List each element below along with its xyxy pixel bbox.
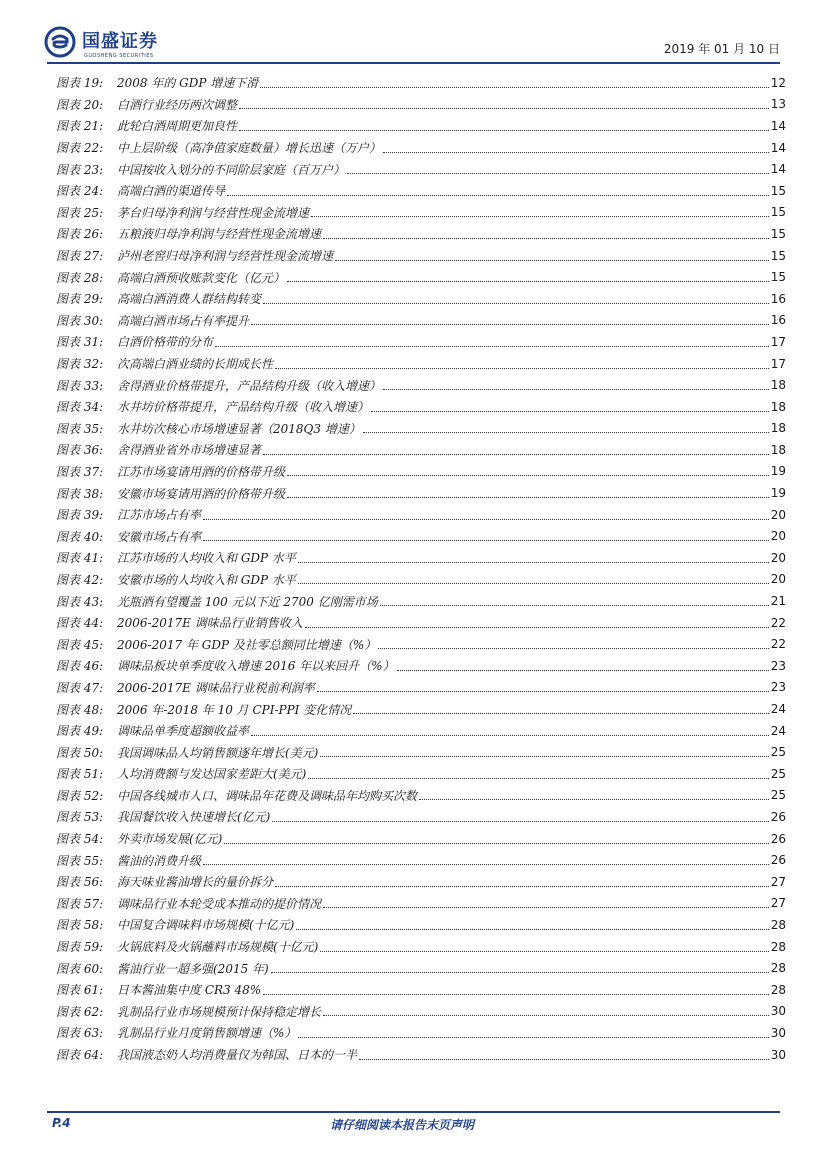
company-subtitle: GUOSHENG SECURITIES xyxy=(84,53,154,59)
toc-dot-leader xyxy=(359,1058,769,1060)
toc-figure-label: 图表 46: xyxy=(56,659,104,674)
toc-page-number[interactable]: 18 xyxy=(770,421,786,436)
toc-figure-title[interactable]: 舍得酒业价格带提升，产品结构升级（收入增速） xyxy=(117,378,382,393)
toc-entry[interactable] xyxy=(56,115,786,137)
toc-page-number[interactable]: 26 xyxy=(770,809,786,824)
toc-entry[interactable] xyxy=(56,1001,786,1023)
toc-page-number[interactable]: 27 xyxy=(770,896,786,911)
toc-dot-leader xyxy=(263,993,769,995)
toc-figure-title[interactable]: 中国各线城市人口、调味品年花费及调味品年均购买次数 xyxy=(117,788,418,803)
toc-dot-leader xyxy=(323,906,769,908)
disclaimer-note: 请仔细阅读本报告末页声明 xyxy=(330,1118,475,1132)
toc-figure-title[interactable]: 火锅底料及火锅蘸料市场规模(十亿元) xyxy=(117,940,319,955)
toc-dot-leader xyxy=(380,604,769,606)
toc-figure-label: 图表 33: xyxy=(56,378,104,393)
toc-figure-label: 图表 50: xyxy=(56,745,104,760)
toc-page-number[interactable]: 15 xyxy=(770,270,786,285)
toc-dot-leader xyxy=(323,1014,769,1016)
header-divider xyxy=(47,62,780,64)
toc-dot-leader xyxy=(215,345,769,347)
toc-page-number[interactable]: 15 xyxy=(770,226,786,241)
toc-figure-label: 图表 43: xyxy=(56,594,104,609)
toc-dot-leader xyxy=(263,302,769,304)
toc-dot-leader xyxy=(320,950,768,952)
toc-figure-title[interactable]: 茅台归母净利润与经营性现金流增速 xyxy=(117,205,310,220)
toc-figure-title[interactable]: 2006-2017E 调味品行业销售收入 xyxy=(117,616,303,631)
toc-entry[interactable] xyxy=(56,158,786,180)
toc-dot-leader xyxy=(224,842,768,844)
toc-figure-label: 图表 35: xyxy=(56,421,104,436)
toc-figure-label: 图表 63: xyxy=(56,1026,104,1041)
toc-page-number[interactable]: 17 xyxy=(770,334,786,349)
toc-figure-label: 图表 23: xyxy=(56,162,104,177)
toc-figure-label: 图表 26: xyxy=(56,227,104,242)
toc-entry[interactable] xyxy=(56,979,786,1001)
toc-page-number[interactable]: 20 xyxy=(770,572,786,587)
toc-figure-title[interactable]: 海天味业酱油增长的量价拆分 xyxy=(117,875,274,890)
toc-page-number[interactable]: 23 xyxy=(770,658,786,673)
toc-figure-title[interactable]: 高端白酒的渠道传导 xyxy=(117,184,226,199)
toc-entry[interactable] xyxy=(56,223,786,245)
toc-figure-title[interactable]: 日本酱油集中度 CR3 48% xyxy=(117,983,262,998)
toc-figure-label: 图表 22: xyxy=(56,141,104,156)
toc-figure-label: 图表 52: xyxy=(56,788,104,803)
page-number: P.4 xyxy=(52,1116,71,1130)
toc-page-number[interactable]: 14 xyxy=(770,118,786,133)
toc-entry[interactable] xyxy=(56,785,786,807)
toc-page-number[interactable]: 28 xyxy=(770,917,786,932)
toc-entry[interactable] xyxy=(56,202,786,224)
toc-page-number[interactable]: 20 xyxy=(770,507,786,522)
toc-figure-title[interactable]: 白酒价格带的分布 xyxy=(117,335,214,350)
figure-index-list xyxy=(56,72,786,1065)
toc-page-number[interactable]: 25 xyxy=(770,766,786,781)
toc-dot-leader xyxy=(383,388,769,390)
toc-entry[interactable] xyxy=(56,633,786,655)
toc-figure-title[interactable]: 外卖市场发展(亿元) xyxy=(117,832,223,847)
toc-figure-label: 图表 28: xyxy=(56,270,104,285)
toc-page-number[interactable]: 18 xyxy=(770,442,786,457)
toc-dot-leader xyxy=(347,172,769,174)
toc-figure-title[interactable]: 白酒行业经历两次调整 xyxy=(117,97,238,112)
toc-dot-leader xyxy=(203,863,769,865)
toc-page-number[interactable]: 25 xyxy=(770,788,786,803)
toc-figure-label: 图表 41: xyxy=(56,551,104,566)
toc-dot-leader xyxy=(271,971,769,973)
toc-page-number[interactable]: 22 xyxy=(770,637,786,652)
toc-figure-title[interactable]: 安徽市场宴请用酒的价格带升级 xyxy=(117,486,286,501)
toc-figure-label: 图表 34: xyxy=(56,400,104,415)
report-date: 2019 年 01 月 10 日 xyxy=(663,42,780,56)
toc-page-number[interactable]: 26 xyxy=(770,853,786,868)
toc-figure-label: 图表 42: xyxy=(56,572,104,587)
toc-figure-label: 图表 37: xyxy=(56,464,104,479)
toc-dot-leader xyxy=(308,777,768,779)
toc-figure-title[interactable]: 我国调味品人均销售额逐年增长(美元) xyxy=(117,745,319,760)
toc-figure-label: 图表 44: xyxy=(56,616,104,631)
toc-figure-label: 图表 56: xyxy=(56,875,104,890)
toc-page-number[interactable]: 27 xyxy=(770,874,786,889)
toc-entry[interactable] xyxy=(56,418,786,440)
toc-entry[interactable] xyxy=(56,266,786,288)
toc-figure-title[interactable]: 中国复合调味料市场规模(十亿元) xyxy=(117,918,295,933)
toc-figure-title[interactable]: 中上层阶级（高净值家庭数量）增长迅速（万户） xyxy=(117,141,382,156)
toc-figure-label: 图表 31: xyxy=(56,335,104,350)
toc-figure-title[interactable]: 酱油行业一超多强(2015 年) xyxy=(117,961,269,976)
toc-figure-title[interactable]: 2006-2017 年 GDP 及社零总额同比增速（%） xyxy=(117,637,377,652)
toc-dot-leader xyxy=(239,129,769,131)
toc-dot-leader xyxy=(239,107,769,109)
toc-page-number[interactable]: 25 xyxy=(770,745,786,760)
toc-page-number[interactable]: 15 xyxy=(770,183,786,198)
toc-figure-title[interactable]: 2008 年的 GDP 增速下滑 xyxy=(117,76,259,91)
guosheng-logo-icon xyxy=(44,26,76,58)
toc-dot-leader xyxy=(323,237,769,239)
toc-page-number[interactable]: 22 xyxy=(770,615,786,630)
toc-figure-label: 图表 39: xyxy=(56,508,104,523)
toc-figure-label: 图表 20: xyxy=(56,97,104,112)
toc-entry[interactable] xyxy=(56,461,786,483)
toc-entry[interactable] xyxy=(56,871,786,893)
toc-figure-label: 图表 45: xyxy=(56,637,104,652)
toc-dot-leader xyxy=(260,86,768,88)
company-name: 国盛证券 xyxy=(82,31,158,52)
toc-entry[interactable] xyxy=(56,569,786,591)
toc-figure-title[interactable]: 人均消费额与发达国家差距大(美元) xyxy=(117,767,307,782)
toc-entry[interactable] xyxy=(56,72,786,94)
toc-figure-title[interactable]: 调味品板块单季度收入增速 2016 年以来回升（%） xyxy=(117,659,395,674)
toc-dot-leader xyxy=(397,669,769,671)
toc-page-number[interactable]: 26 xyxy=(770,831,786,846)
toc-figure-title[interactable]: 舍得酒业省外市场增速显著 xyxy=(117,443,262,458)
toc-entry[interactable] xyxy=(56,806,786,828)
toc-page-number[interactable]: 19 xyxy=(770,486,786,501)
toc-figure-label: 图表 55: xyxy=(56,853,104,868)
toc-entry[interactable] xyxy=(56,310,786,332)
toc-figure-label: 图表 38: xyxy=(56,486,104,501)
toc-page-number[interactable]: 30 xyxy=(770,1047,786,1062)
toc-figure-label: 图表 61: xyxy=(56,983,104,998)
toc-entry[interactable] xyxy=(56,331,786,353)
toc-figure-label: 图表 32: xyxy=(56,357,104,372)
toc-page-number[interactable]: 20 xyxy=(770,529,786,544)
toc-figure-title[interactable]: 乳制品行业月度销售额增速（%） xyxy=(117,1026,297,1041)
toc-page-number[interactable]: 14 xyxy=(770,140,786,155)
toc-page-number[interactable]: 12 xyxy=(770,75,786,90)
toc-entry[interactable] xyxy=(56,137,786,159)
toc-dot-leader xyxy=(298,582,769,584)
toc-page-number[interactable]: 14 xyxy=(770,162,786,177)
toc-figure-label: 图表 48: xyxy=(56,702,104,717)
toc-page-number[interactable]: 13 xyxy=(770,97,786,112)
toc-figure-label: 图表 25: xyxy=(56,205,104,220)
toc-figure-title[interactable]: 2006-2017E 调味品行业税前利润率 xyxy=(117,680,315,695)
toc-figure-label: 图表 24: xyxy=(56,184,104,199)
toc-entry[interactable] xyxy=(56,547,786,569)
toc-figure-label: 图表 54: xyxy=(56,832,104,847)
toc-page-number[interactable]: 24 xyxy=(770,702,786,717)
toc-figure-title[interactable]: 江苏市场宴请用酒的价格带升级 xyxy=(117,464,286,479)
toc-figure-label: 图表 29: xyxy=(56,292,104,307)
toc-dot-leader xyxy=(353,712,768,714)
toc-dot-leader xyxy=(378,647,768,649)
toc-dot-leader xyxy=(272,820,768,822)
toc-figure-title[interactable]: 中国按收入划分的不同阶层家庭（百万户） xyxy=(117,162,346,177)
toc-figure-title[interactable]: 调味品行业本轮受成本推动的提价情况 xyxy=(117,896,322,911)
toc-dot-leader xyxy=(287,496,769,498)
toc-dot-leader xyxy=(251,323,769,325)
toc-entry[interactable] xyxy=(56,677,786,699)
toc-entry[interactable] xyxy=(56,396,786,418)
toc-entry[interactable] xyxy=(56,482,786,504)
toc-dot-leader xyxy=(203,539,769,541)
toc-figure-title[interactable]: 我国液态奶人均消费量仅为韩国、日本的一半 xyxy=(117,1048,358,1063)
toc-figure-label: 图表 49: xyxy=(56,724,104,739)
toc-page-number[interactable]: 17 xyxy=(770,356,786,371)
toc-dot-leader xyxy=(263,453,769,455)
toc-figure-title[interactable]: 泸州老窖归母净利润与经营性现金流增速 xyxy=(117,249,334,264)
toc-figure-title[interactable]: 调味品单季度超额收益率 xyxy=(117,724,250,739)
toc-dot-leader xyxy=(371,410,769,412)
toc-page-number[interactable]: 23 xyxy=(770,680,786,695)
toc-figure-title[interactable]: 乳制品行业市场规模预计保持稳定增长 xyxy=(117,1004,322,1019)
toc-entry[interactable] xyxy=(56,720,786,742)
toc-figure-title[interactable]: 江苏市场占有率 xyxy=(117,508,202,523)
toc-figure-label: 图表 27: xyxy=(56,249,104,264)
toc-entry[interactable] xyxy=(56,525,786,547)
toc-dot-leader xyxy=(227,194,769,196)
toc-figure-title[interactable]: 五粮液归母净利润与经营性现金流增速 xyxy=(117,227,322,242)
toc-entry[interactable] xyxy=(56,374,786,396)
toc-figure-title[interactable]: 2006 年-2018 年 10 月 CPI-PPI 变化情况 xyxy=(117,702,352,717)
toc-entry[interactable] xyxy=(56,590,786,612)
toc-dot-leader xyxy=(287,474,769,476)
toc-dot-leader xyxy=(287,280,769,282)
toc-page-number[interactable]: 30 xyxy=(770,1004,786,1019)
toc-figure-title[interactable]: 此轮白酒周期更加良性 xyxy=(117,119,238,134)
toc-figure-title[interactable]: 我国餐饮收入快速增长(亿元) xyxy=(117,810,271,825)
toc-figure-title[interactable]: 水井坊价格带提升，产品结构升级（收入增速） xyxy=(117,400,370,415)
toc-figure-title[interactable]: 水井坊次核心市场增速显著（2018Q3 增速） xyxy=(117,421,361,436)
toc-entry[interactable] xyxy=(56,288,786,310)
toc-entry[interactable] xyxy=(56,957,786,979)
footer-divider xyxy=(47,1111,780,1113)
toc-figure-label: 图表 64: xyxy=(56,1048,104,1063)
toc-figure-title[interactable]: 高端白酒消费人群结构转变 xyxy=(117,292,262,307)
toc-figure-title[interactable]: 安徽市场占有率 xyxy=(117,529,202,544)
toc-dot-leader xyxy=(335,259,769,261)
toc-dot-leader xyxy=(383,151,769,153)
toc-page-number[interactable]: 18 xyxy=(770,378,786,393)
toc-entry[interactable] xyxy=(56,612,786,634)
toc-page-number[interactable]: 28 xyxy=(770,939,786,954)
toc-entry[interactable] xyxy=(56,828,786,850)
toc-entry[interactable] xyxy=(56,936,786,958)
toc-dot-leader xyxy=(203,518,769,520)
toc-page-number[interactable]: 19 xyxy=(770,464,786,479)
toc-figure-label: 图表 62: xyxy=(56,1004,104,1019)
toc-dot-leader xyxy=(298,561,769,563)
toc-figure-title[interactable]: 安徽市场的人均收入和 GDP 水平 xyxy=(117,572,296,587)
toc-dot-leader xyxy=(305,626,769,628)
toc-figure-label: 图表 59: xyxy=(56,940,104,955)
toc-entry[interactable] xyxy=(56,94,786,116)
toc-figure-label: 图表 40: xyxy=(56,529,104,544)
toc-page-number[interactable]: 18 xyxy=(770,399,786,414)
toc-figure-label: 图表 58: xyxy=(56,918,104,933)
toc-dot-leader xyxy=(298,1036,768,1038)
toc-entry[interactable] xyxy=(56,1022,786,1044)
toc-figure-title[interactable]: 江苏市场的人均收入和 GDP 水平 xyxy=(117,551,296,566)
toc-entry[interactable] xyxy=(56,763,786,785)
toc-page-number[interactable]: 28 xyxy=(770,961,786,976)
toc-page-number[interactable]: 28 xyxy=(770,982,786,997)
toc-figure-title[interactable]: 酱油的消费升级 xyxy=(117,853,202,868)
toc-entry[interactable] xyxy=(56,655,786,677)
toc-page-number[interactable]: 20 xyxy=(770,550,786,565)
toc-figure-title[interactable]: 光瓶酒有望覆盖 100 元以下近 2700 亿刚需市场 xyxy=(117,594,378,609)
toc-figure-label: 图表 60: xyxy=(56,961,104,976)
toc-entry[interactable] xyxy=(56,245,786,267)
toc-page-number[interactable]: 16 xyxy=(770,291,786,306)
toc-page-number[interactable]: 15 xyxy=(770,248,786,263)
toc-figure-label: 图表 51: xyxy=(56,767,104,782)
toc-figure-label: 图表 57: xyxy=(56,896,104,911)
toc-entry[interactable] xyxy=(56,353,786,375)
toc-entry[interactable] xyxy=(56,698,786,720)
toc-entry[interactable] xyxy=(56,849,786,871)
toc-figure-title[interactable]: 高端白酒预收账款变化（亿元） xyxy=(117,270,286,285)
toc-dot-leader xyxy=(320,755,768,757)
toc-page-number[interactable]: 21 xyxy=(770,594,786,609)
toc-dot-leader xyxy=(363,431,769,433)
toc-entry[interactable] xyxy=(56,180,786,202)
toc-entry[interactable] xyxy=(56,893,786,915)
toc-entry[interactable] xyxy=(56,1044,786,1066)
toc-figure-label: 图表 21: xyxy=(56,119,104,134)
toc-dot-leader xyxy=(251,734,769,736)
toc-figure-label: 图表 36: xyxy=(56,443,104,458)
toc-figure-label: 图表 19: xyxy=(56,76,104,91)
toc-dot-leader xyxy=(296,928,768,930)
toc-dot-leader xyxy=(311,215,769,217)
toc-figure-title[interactable]: 高端白酒市场占有率提升 xyxy=(117,313,250,328)
toc-figure-label: 图表 47: xyxy=(56,680,104,695)
toc-entry[interactable] xyxy=(56,504,786,526)
toc-entry[interactable] xyxy=(56,914,786,936)
toc-dot-leader xyxy=(275,367,769,369)
toc-page-number[interactable]: 16 xyxy=(770,313,786,328)
toc-figure-label: 图表 53: xyxy=(56,810,104,825)
toc-dot-leader xyxy=(419,798,769,800)
toc-entry[interactable] xyxy=(56,741,786,763)
toc-dot-leader xyxy=(317,690,769,692)
toc-dot-leader xyxy=(275,885,769,887)
toc-entry[interactable] xyxy=(56,439,786,461)
toc-page-number[interactable]: 24 xyxy=(770,723,786,738)
toc-figure-label: 图表 30: xyxy=(56,313,104,328)
toc-page-number[interactable]: 15 xyxy=(770,205,786,220)
toc-figure-title[interactable]: 次高端白酒业绩的长期成长性 xyxy=(117,357,274,372)
toc-page-number[interactable]: 30 xyxy=(770,1025,786,1040)
